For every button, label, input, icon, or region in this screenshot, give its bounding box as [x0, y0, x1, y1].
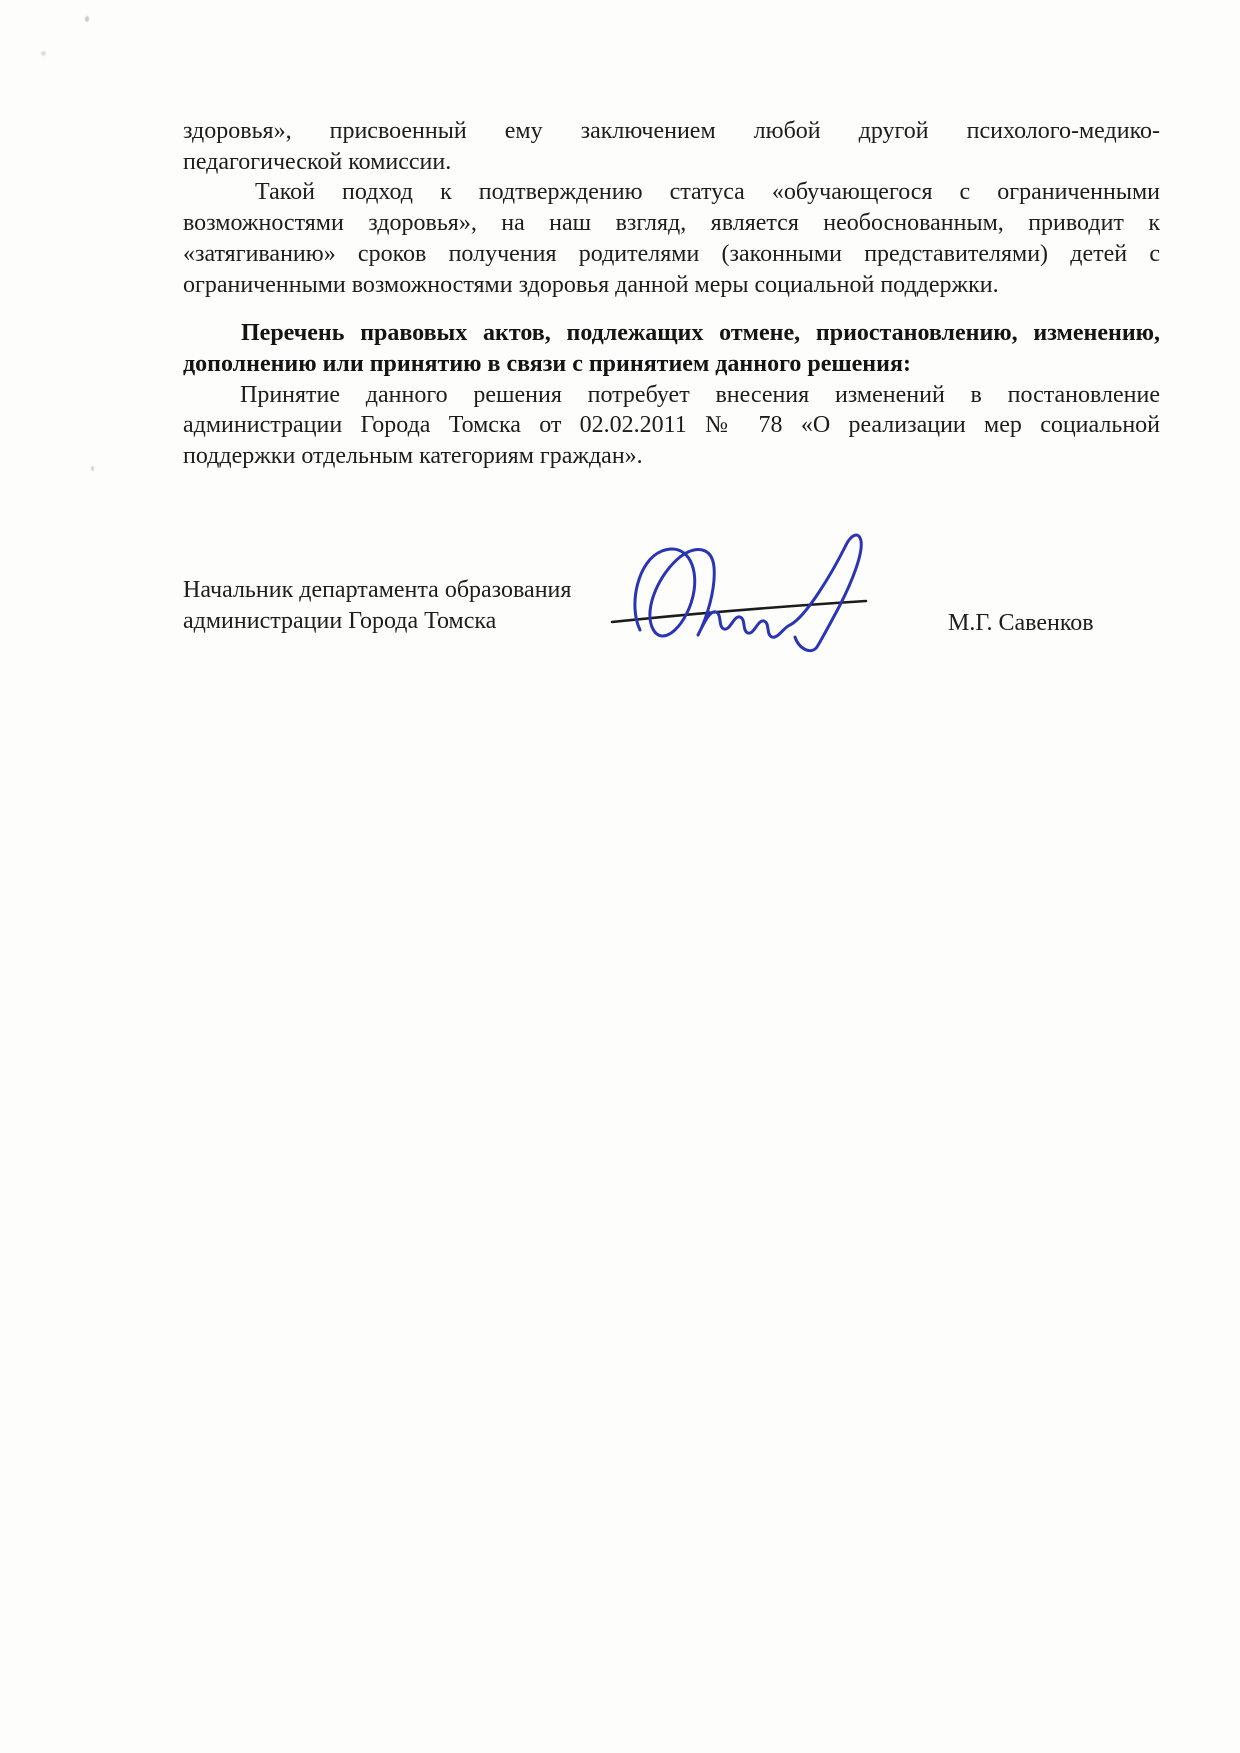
- signer-name: М.Г. Савенков: [948, 610, 1094, 636]
- text-line: Перечень правовых актов, подлежащих отмене, приостановлению, изменению,: [241, 320, 1160, 347]
- signature-ink: [538, 450, 888, 665]
- document-body: [183, 116, 1160, 472]
- heading-paragraph: [183, 318, 1160, 379]
- text-line: дополнению или принятию в связи с принятием данного решения:: [183, 350, 911, 377]
- body-paragraph: [183, 177, 1160, 300]
- text-line: «затягиванию» сроков получения родителями (законными представителями) детей с: [183, 240, 1160, 267]
- text-line: поддержки отдельным категориям граждан».: [183, 443, 643, 470]
- text-line: Принятие данного решения потребует внесения изменений в постановление: [240, 381, 1160, 408]
- scan-speck: [41, 51, 46, 56]
- signer-title-line-2: администрации Города Томска: [183, 607, 497, 634]
- signer-title-line-1: Начальник департамента образования: [183, 577, 572, 603]
- text-line: администрации Города Томска от 02.02.2011 № 78 «О реализации мер социальной: [183, 412, 1160, 439]
- signature-stroke: [635, 535, 861, 651]
- text-line: педагогической комиссии.: [183, 148, 452, 175]
- text-line: Такой подход к подтверждению статуса «обучающегося с ограниченными: [255, 179, 1160, 206]
- scan-speck: [85, 16, 89, 22]
- text-line: ограниченными возможностями здоровья данной меры социальной поддержки.: [183, 271, 999, 298]
- scan-speck: [91, 466, 94, 471]
- text-line: здоровья», присвоенный ему заключением любой другой психолого-медико-: [183, 118, 1160, 144]
- text-line: возможностями здоровья», на наш взгляд, является необоснованным, приводит к: [183, 210, 1160, 237]
- body-paragraph: [183, 116, 1160, 177]
- signer-title: [183, 575, 571, 636]
